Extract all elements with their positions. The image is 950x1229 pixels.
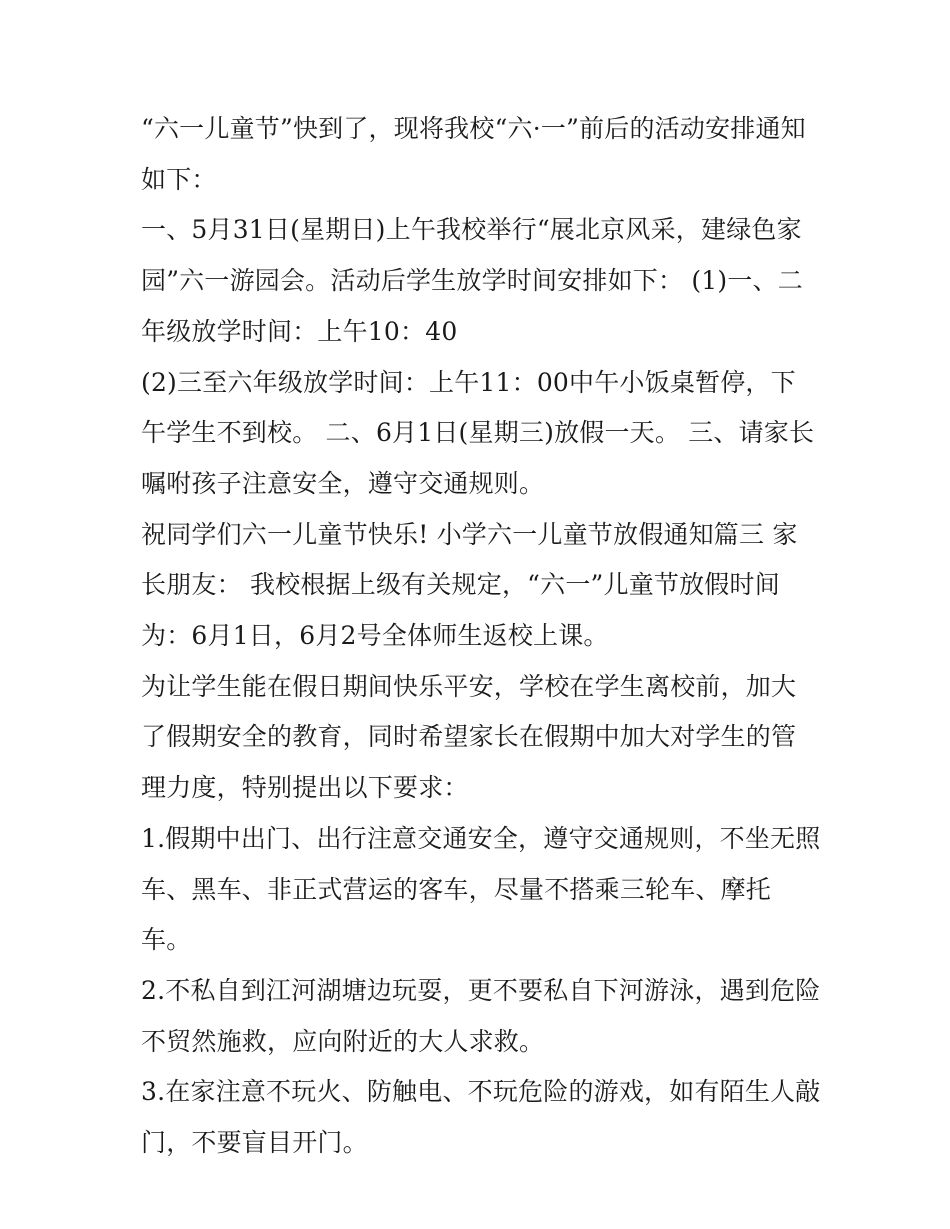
paragraph-rule-3: 3.在家注意不玩火、防触电、不玩危险的游戏，如有陌生人敲门，不要盲目开门。 bbox=[141, 1077, 821, 1158]
paragraph-safety-intro: 为让学生能在假日期间快乐平安，学校在学生离校前，加大了假期安全的教育，同时希望家长在假期中加大对学生的管理力度，特别提出以下要求： bbox=[141, 671, 797, 803]
paragraph-item-one: 一、5月31日(星期日)上午我校举行“展北京风采，建绿色家园”六一游园会。活动后学生放学时间安排如下： (1)一、二年级放学时间：上午10：40 bbox=[141, 215, 803, 346]
paragraph-rule-2: 2.不私自到江河湖塘边玩耍，更不要私自下河游泳，遇到危险不贸然施救，应向附近的大人求救。 bbox=[141, 975, 821, 1056]
paragraph-greeting: 祝同学们六一儿童节快乐! 小学六一儿童节放假通知篇三 家长朋友： 我校根据上级有关规定，“六一”儿童节放假时间为：6月1日，6月2号全体师生返校上课。 bbox=[141, 519, 798, 651]
paragraph-schedule: (2)三至六年级放学时间：上午11：00中午小饭桌暂停，下午学生不到校。 二、6月1日(星期三)放假一天。 三、请家长嘱咐孩子注意安全，遵守交通规则。 bbox=[141, 367, 815, 498]
document-body bbox=[141, 104, 821, 1169]
paragraph-rule-1: 1.假期中出门、出行注意交通安全，遵守交通规则，不坐无照车、黑车、非正式营运的客车，尽量不搭乘三轮车、摩托车。 bbox=[141, 823, 821, 955]
paragraph-intro: “六一儿童节”快到了，现将我校“六·一”前后的活动安排通知如下： bbox=[141, 114, 806, 194]
